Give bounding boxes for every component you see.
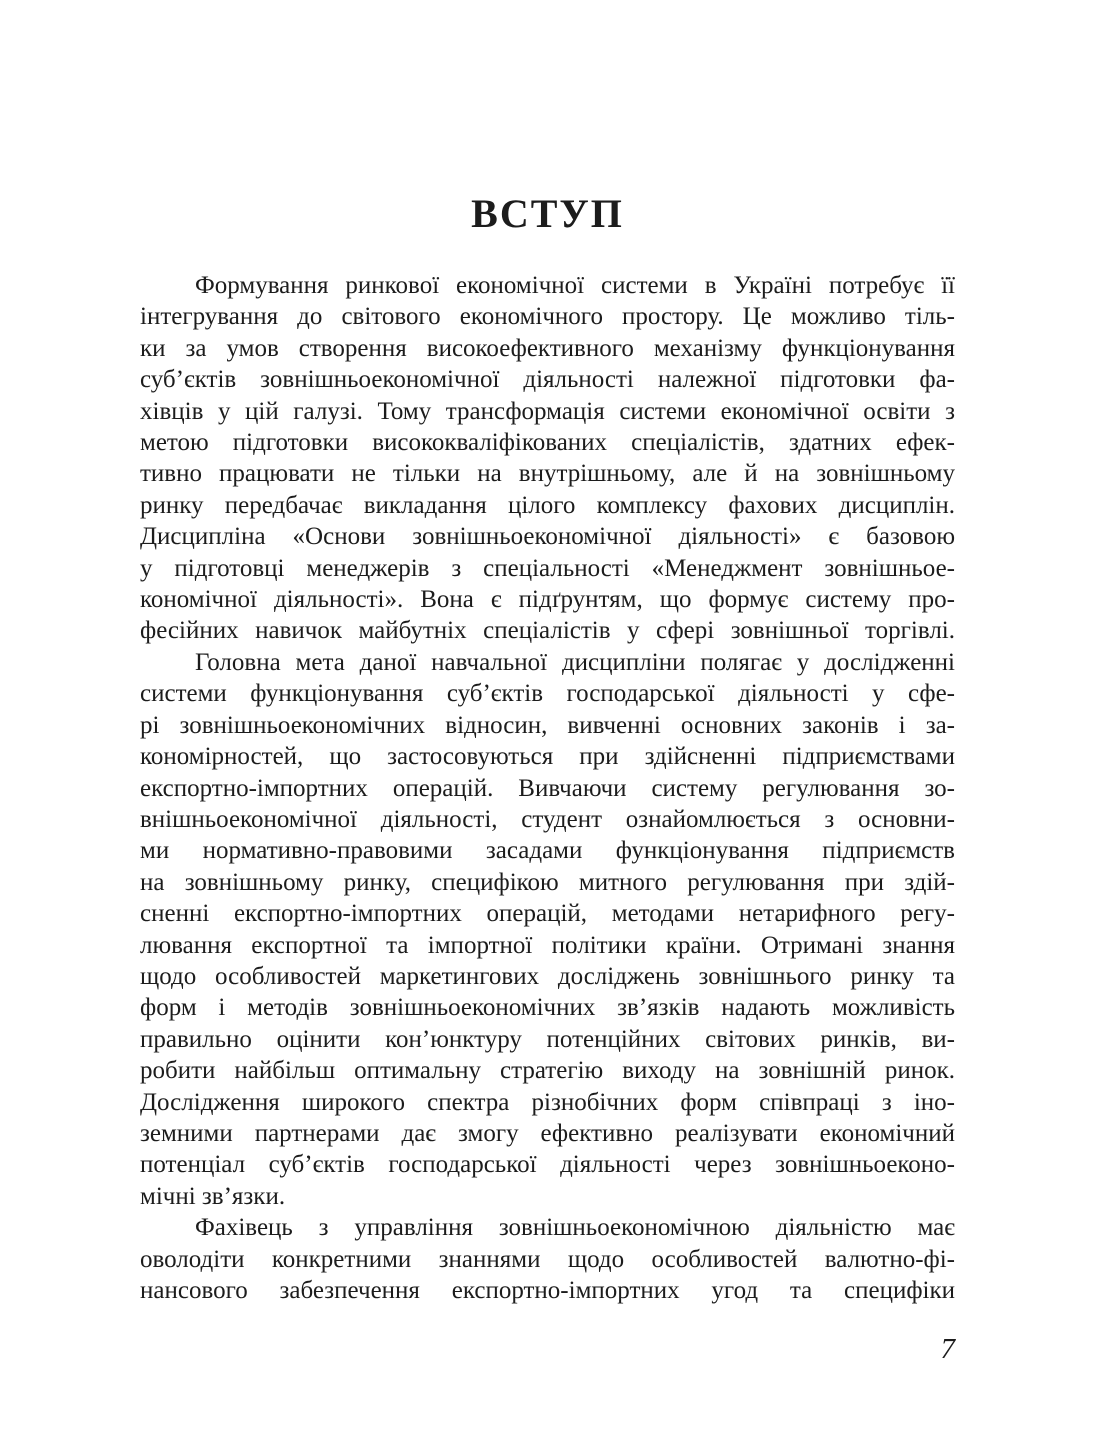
text-line: у підготовці менеджерів з спеціальності «Менеджмент зовнішньое- bbox=[140, 554, 955, 582]
text-line: правильно оцінити кон’юнктуру потенційних світових ринків, ви- bbox=[140, 1025, 955, 1053]
text-line: на зовнішньому ринку, специфікою митного регулювання при здій- bbox=[140, 868, 955, 896]
text-line: метою підготовки висококваліфікованих спеціалістів, здатних ефек- bbox=[140, 429, 955, 457]
text-line: рі зовнішньоекономічних відносин, вивченні основних законів і за- bbox=[140, 711, 955, 739]
text-line: інтегрування до світового економічного простору. Це можливо тіль- bbox=[140, 303, 955, 331]
text-line: експортно-імпортних операцій. Вивчаючи систему регулювання зо- bbox=[140, 774, 955, 802]
text-line: сненні експортно-імпортних операцій, методами нетарифного регу- bbox=[140, 900, 955, 928]
text-line: Фахівець з управління зовнішньоекономічною діяльністю має bbox=[195, 1214, 955, 1242]
text-line: ринку передбачає викладання цілого комплексу фахових дисциплін. bbox=[140, 491, 955, 519]
page-title: ВСТУП bbox=[471, 191, 624, 236]
text-line: системи функціонування суб’єктів господарської діяльності у сфе- bbox=[140, 680, 955, 708]
paragraph bbox=[140, 647, 955, 1212]
text-line: кономічної діяльності». Вона є підґрунтям, що формує систему про- bbox=[140, 586, 955, 614]
text-line: хівців у цій галузі. Тому трансформація системи економічної освіти з bbox=[140, 397, 955, 425]
text-line: ки за умов створення високоефективного механізму функціонування bbox=[140, 334, 955, 362]
paragraph bbox=[140, 270, 955, 647]
text-line: кономірностей, що застосовуються при здійсненні підприємствами bbox=[140, 743, 955, 771]
text-line: Дослідження широкого спектра різнобічних форм співпраці з іно- bbox=[140, 1088, 955, 1116]
text-line: Головна мета даної навчальної дисципліни полягає у дослідженні bbox=[195, 648, 955, 676]
paragraph bbox=[140, 1212, 955, 1306]
text-line: щодо особливостей маркетингових досліджень зовнішнього ринку та bbox=[140, 962, 955, 990]
text-line: земними партнерами дає змогу ефективно реалізувати економічний bbox=[140, 1119, 955, 1147]
text-line: тивно працювати не тільки на внутрішньому, але й на зовнішньому bbox=[140, 460, 955, 488]
text-line: оволодіти конкретними знаннями щодо особливостей валютно-фі- bbox=[140, 1245, 955, 1273]
text-line: мічні зв’язки. bbox=[140, 1182, 286, 1210]
page-number: 7 bbox=[940, 1333, 955, 1365]
text-line: Формування ринкової економічної системи в Україні потребує її bbox=[195, 272, 955, 299]
text-block bbox=[140, 270, 955, 1306]
text-line: ми нормативно-правовими засадами функціонування підприємств bbox=[140, 837, 955, 865]
text-line: фесійних навичок майбутніх спеціалістів у сфері зовнішньої торгівлі. bbox=[140, 617, 955, 645]
text-line: потенціал суб’єктів господарської діяльності через зовнішньоеконо- bbox=[140, 1151, 955, 1179]
text-line: лювання експортної та імпортної політики країни. Отримані знання bbox=[140, 931, 955, 959]
text-line: Дисципліна «Основи зовнішньоекономічної діяльності» є базовою bbox=[140, 523, 955, 551]
text-line: нансового забезпечення експортно-імпортних угод та специфіки bbox=[140, 1277, 955, 1304]
text-line: суб’єктів зовнішньоекономічної діяльності належної підготовки фа- bbox=[140, 366, 955, 394]
text-line: робити найбільш оптимальну стратегію виходу на зовнішній ринок. bbox=[140, 1057, 955, 1085]
text-line: внішньоекономічної діяльності, студент ознайомлюється з основни- bbox=[140, 805, 955, 833]
text-line: форм і методів зовнішньоекономічних зв’язків надають можливість bbox=[140, 994, 955, 1022]
